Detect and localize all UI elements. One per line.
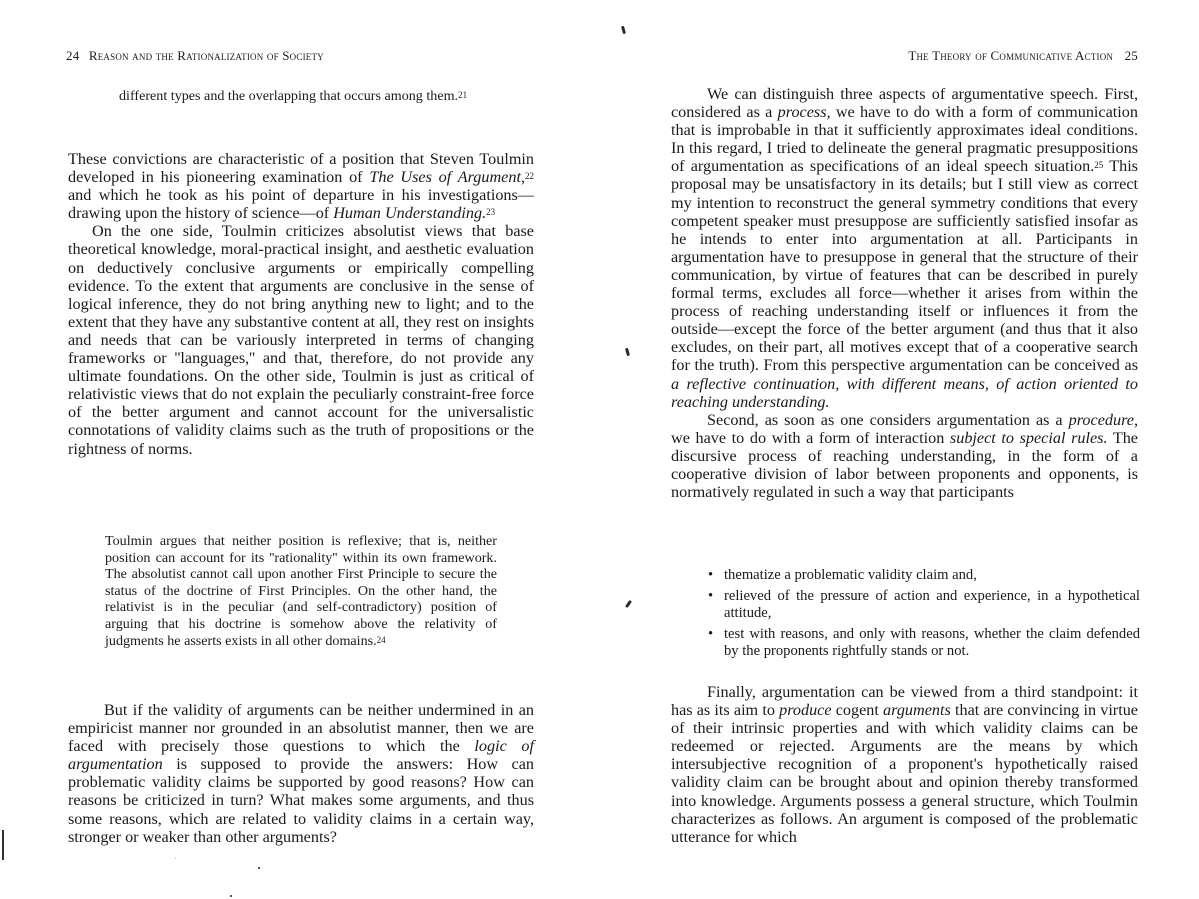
speck [175, 858, 176, 859]
process-paragraph: We can distinguish three aspects of argumentative speech. First, considered as a process, we have to do with a form of communication that is improbable in that it sufficiently approximates ideal conditions. In this regard, I tried to delineate the general pragmatic presuppositions of argumentation as specifications of an ideal speech situation.$^{25}$ This proposal may be unsatisfactory in its details; but I still view as correct my intention to reconstruct the general symmetry conditions that every competent speaker must presuppose are sufficiently satisfied insofar as he intends to enter into argumentation at all. Participants in argumentation have to presuppose in general that the structure of their communication, by virtue of features that can be described in purely formal terms, excludes all force—whether it arises from within the process of reaching understanding itself or influences it from the outside—except the force of the better argument (and thus that it also excludes, on their part, all motives except that of a cooperative search for the truth). From this perspective argumentation can be conceived as a reflective continuation, with different means, of action oriented to reaching understanding. [671, 85, 1138, 411]
quote-continuation-text: different types and the overlapping that occurs among them. [119, 88, 459, 104]
logic-of-argumentation-paragraph: But if the validity of arguments can be neither undermined in an empiricist manner nor grounded in an absolutist manner, then we are faced with precisely those questions to which the logic of argumentation is supposed to provide the answers: How can problematic validity claims be supported by good reasons? How can reasons be criticized in turn? What makes some arguments, and thus some reasons, which are related to validity claims in a certain way, stronger or weaker than other arguments? [68, 701, 534, 846]
right-page [600, 0, 1199, 899]
block-quote-text: Toulmin argues that neither position is reflexive; that is, neither position can account for its ''rationality'' within its own framework. The absolutist cannot call upon another First Principle to secure the status of the doctrine of First Principles. On the other hand, the relativist is in the peculiar (and self-contradictory) position of arguing that his doctrine is somehow above the relativity of judgments he asserts exists in all other domains. [105, 533, 497, 649]
third-standpoint-paragraph: Finally, argumentation can be viewed from a third standpoint: it has as its aim to produce cogent arguments that are convincing in virtue of their intrinsic properties and with which validity claims can be redeemed or rejected. Arguments are the means by which intersubjective recognition of a proponent's hypothetically raised validity claim can be brought about and opinion thereby transformed into knowledge. Arguments possess a general structure, which Toulmin characterizes as follows. An argument is composed of the problematic utterance for which [671, 683, 1138, 846]
term-produce: produce [779, 701, 832, 720]
toulmin-paragraph: These convictions are characteristic of a position that Steven Toulmin developed in his pioneering examination of The Uses of Argument,$^{22}$ and which he took as his point of departure in his investigations—drawing upon the history of science—of Human Understanding.$^{23}$ [68, 150, 534, 223]
speck [258, 867, 260, 869]
book-title-uses-of-argument: The Uses of Argument, [369, 168, 525, 187]
left-header-title: Reason and the Rationalization of Society [88, 48, 324, 63]
right-body-section-2 [671, 683, 1138, 846]
footnote-ref-23: 23 [486, 207, 496, 218]
procedure-paragraph: Second, as soon as one considers argumentation as a procedure, we have to do with a form of interaction subject to special rules. The discursive process of reaching understanding, in the form of a cooperative division of labor between proponents and opponents, is normatively regulated in such a way that participants [671, 410, 1138, 502]
footnote-ref-22: 22 [525, 171, 534, 182]
list-item: • relieved of the pressure of action and experience, in a hypothetical attitude, [705, 588, 1140, 621]
absolutist-relativist-paragraph: On the one side, Toulmin criticizes absolutist views that base theoretical knowledge, moral-practical insight, and aesthetic evaluation on deductively conclusive arguments or empirically compelling evidence. To the extent that arguments are conclusive in the sense of logical inference, they do not bring anything new to light; and to the extent that they have any substantive content at all, they rest on insights and needs that can be variously interpreted in terms of changing frameworks or ''languages,'' and that, therefore, do not provide any ultimate foundations. On the other side, Toulmin is just as critical of relativistic views that do not explain the peculiarly constraint-free force of the better argument and cannot account for the universalistic connotations of validity claims such as the truth of propositions or the rightness of norms. [68, 222, 534, 458]
term-process: process, [777, 103, 831, 122]
term-reflective-continuation: a reflective continuation, with different means, of action oriented to reaching understanding. [671, 374, 1138, 411]
term-arguments: arguments [883, 701, 951, 720]
speck [230, 895, 232, 897]
block-quote [105, 533, 497, 649]
footnote-ref-25: 25 [1094, 160, 1104, 171]
page-edge-mark [2, 830, 4, 860]
list-item: • thematize a problematic validity claim and, [705, 567, 1140, 583]
term-subject-to-special-rules: subject to special rules. [949, 428, 1108, 447]
footnote-ref-21: 21 [458, 90, 468, 100]
term-procedure: procedure, [1068, 410, 1138, 429]
book-title-human-understanding: Human Understanding. [333, 204, 487, 223]
term-logic-of-argumentation: logic of argumentation [68, 737, 534, 774]
left-page-number: 24 [66, 48, 80, 63]
rules-list [705, 567, 1140, 664]
quote-continuation [119, 88, 495, 105]
right-page-number: 25 [1124, 48, 1138, 63]
list-item: • test with reasons, and only with reasons, whether the claim defended by the proponents rightfully stands or not. [705, 626, 1140, 659]
left-body-section-2 [68, 701, 534, 846]
right-header-title: The Theory of Communicative Action [908, 48, 1114, 63]
right-body-section-1 [671, 85, 1138, 501]
right-running-header [908, 48, 1138, 64]
footnote-ref-24: 24 [376, 634, 386, 645]
left-body-section-1 [68, 150, 534, 458]
left-running-header [66, 48, 324, 64]
